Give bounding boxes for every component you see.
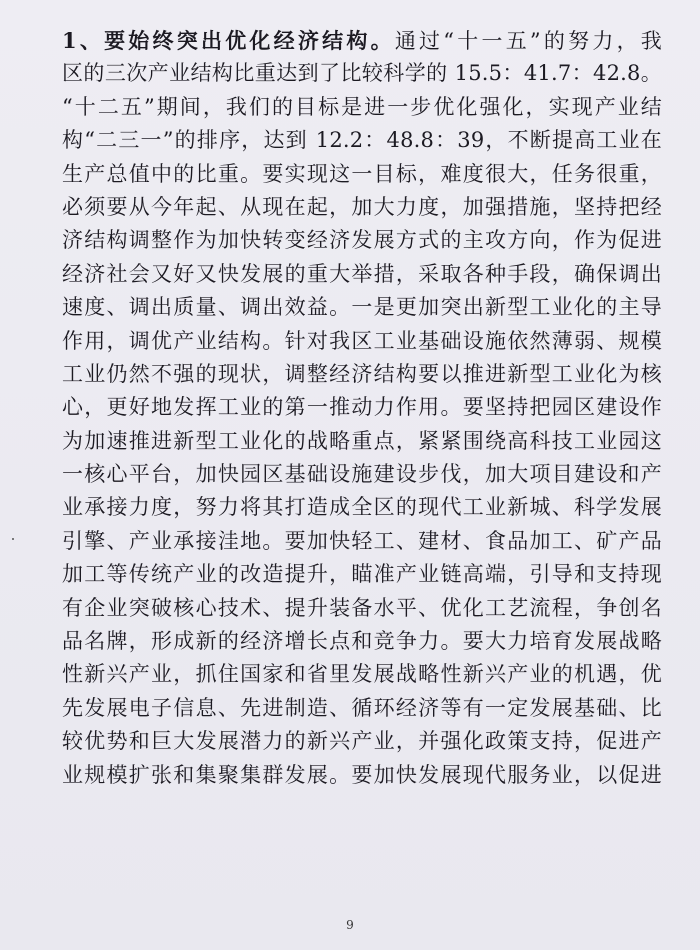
section-heading: 1、要始终突出优化经济结构。	[62, 28, 395, 53]
paragraph-line: 心，更好地发挥工业的第一推动力作用。要坚持把园区建设作	[62, 395, 662, 420]
body-text	[62, 24, 662, 792]
paragraph-line: 必须要从今年起、从现在起，加大力度，加强措施，坚持把经	[62, 194, 662, 219]
paragraph-line: 速度、调出质量、调出效益。一是更加突出新型工业化的主导	[62, 295, 662, 320]
paragraph-line: 区的三次产业结构比重达到了比较科学的 15.5：41.7：42.8。	[62, 61, 662, 86]
heading-trailing-text: 通过“十一五”的努力，我	[394, 29, 662, 53]
paragraph-line: 生产总值中的比重。要实现这一目标，难度很大，任务很重，	[62, 161, 662, 186]
paragraph-line	[62, 24, 662, 57]
paragraph-line: 济结构调整作为加快转变经济发展方式的主攻方向，作为促进	[62, 228, 662, 253]
paragraph-line: 品名牌，形成新的经济增长点和竞争力。要大力培育发展战略	[62, 629, 662, 654]
paragraph-line: 有企业突破核心技术、提升装备水平、优化工艺流程，争创名	[62, 595, 662, 620]
paragraph-line: 为加速推进新型工业化的战略重点，紧紧围绕高科技工业园这	[62, 428, 662, 453]
paragraph-line: “十二五”期间，我们的目标是进一步优化强化，实现产业结	[62, 94, 662, 119]
paragraph-line: 加工等传统产业的改造提升，瞄准产业链高端，引导和支持现	[62, 562, 662, 587]
paragraph-line: 作用，调优产业结构。针对我区工业基础设施依然薄弱、规模	[62, 328, 662, 353]
paragraph-line: 业规模扩张和集聚集群发展。要加快发展现代服务业，以促进	[62, 762, 662, 787]
paragraph-line: 性新兴产业，抓住国家和省里发展战略性新兴产业的机遇，优	[62, 662, 662, 687]
paragraph-line: 一核心平台，加快园区基础设施建设步伐，加大项目建设和产	[62, 462, 662, 487]
paragraph-line: 业承接力度，努力将其打造成全区的现代工业新城、科学发展	[62, 495, 662, 520]
paragraph-line: 先发展电子信息、先进制造、循环经济等有一定发展基础、比	[62, 695, 662, 720]
paragraph-line: 较优势和巨大发展潜力的新兴产业，并强化政策支持，促进产	[62, 729, 662, 754]
paragraph-line: 构“二三一”的排序，达到 12.2：48.8：39，不断提高工业在	[62, 128, 662, 153]
paragraph-line: 经济社会又好又快发展的重大举措，采取各种手段，确保调出	[62, 261, 662, 286]
paragraph-line: 工业仍然不强的现状，调整经济结构要以推进新型工业化为核	[62, 361, 662, 386]
page-number: 9	[346, 918, 354, 932]
paragraph-line: 引擎、产业承接洼地。要加快轻工、建材、食品加工、矿产品	[62, 528, 662, 553]
scan-speck	[12, 538, 14, 540]
